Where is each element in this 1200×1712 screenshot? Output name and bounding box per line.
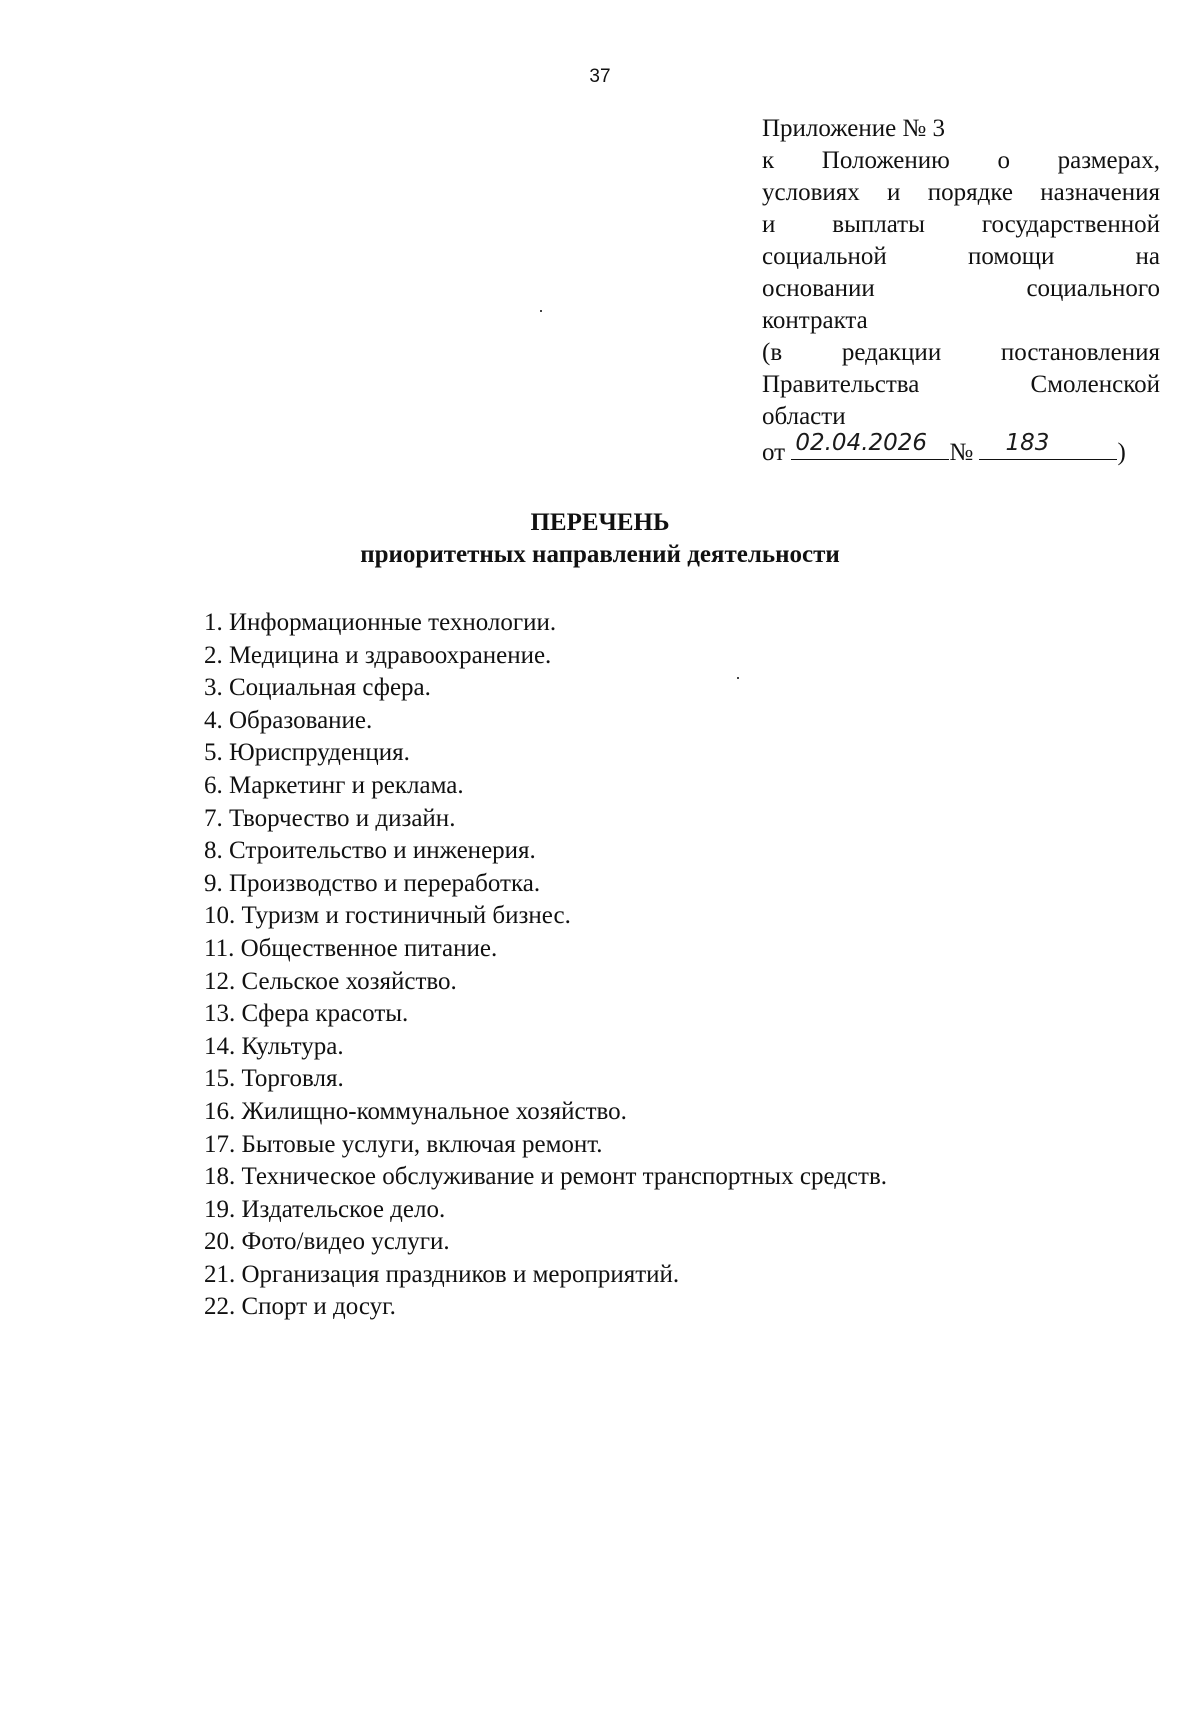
appendix-word: постановления — [1000, 339, 1160, 366]
list-item: 21. Организация праздников и мероприятий. — [204, 1260, 680, 1288]
appendix-line-5 — [762, 241, 1160, 273]
appendix-word: размерах, — [1057, 147, 1160, 174]
appendix-word: назначения — [1040, 179, 1160, 206]
handwritten-date: 02.04.2026 — [795, 430, 928, 456]
resolution-date-line — [762, 430, 1160, 469]
list-item: 1. Информационные технологии. — [204, 609, 557, 636]
list-item: 7. Творчество и дизайн. — [204, 804, 456, 832]
appendix-title: Приложение № 3 — [762, 115, 946, 142]
appendix-word: (в — [762, 339, 783, 366]
appendix-line-3 — [762, 177, 1160, 209]
appendix-line-8 — [762, 337, 1160, 369]
list-item: 20. Фото/видео услуги. — [204, 1228, 450, 1256]
appendix-line-7: контракта — [762, 307, 868, 334]
list-item: 10. Туризм и гостиничный бизнес. — [204, 902, 571, 930]
list-item: 18. Техническое обслуживание и ремонт транспортных средств. — [204, 1163, 888, 1191]
date-prefix: от — [762, 439, 786, 466]
appendix-word: выплаты — [832, 211, 925, 238]
list-item: 8. Строительство и инженерия. — [204, 837, 536, 865]
appendix-word: порядке — [927, 179, 1013, 206]
list-item: 17. Бытовые услуги, включая ремонт. — [204, 1130, 603, 1158]
close-paren: ) — [1117, 439, 1126, 466]
list-item: 19. Издательское дело. — [204, 1195, 446, 1223]
list-item: 13. Сфера красоты. — [204, 1000, 409, 1028]
appendix-word: социальной — [762, 243, 887, 270]
scan-speck — [540, 310, 542, 312]
appendix-word: условиях — [762, 179, 860, 206]
title-subtitle: приоритетных направлений деятельности — [360, 541, 840, 568]
appendix-word: Смоленской — [1030, 371, 1160, 398]
list-item: 14. Культура. — [204, 1032, 344, 1060]
list-item: 6. Маркетинг и реклама. — [204, 771, 464, 799]
list-item: 11. Общественное питание. — [204, 934, 498, 962]
list-item: 4. Образование. — [204, 706, 373, 734]
appendix-line-6 — [762, 273, 1160, 305]
appendix-word: к — [762, 147, 775, 174]
appendix-word: и — [762, 211, 776, 238]
appendix-header — [762, 113, 1160, 469]
document-title — [0, 507, 1200, 571]
list-item: 3. Социальная сфера. — [204, 674, 431, 702]
appendix-word: на — [1135, 243, 1160, 270]
directions-list — [204, 607, 887, 1324]
scan-speck — [737, 677, 739, 679]
appendix-word: и — [887, 179, 901, 206]
list-item: 9. Производство и переработка. — [204, 869, 541, 897]
page-number: 37 — [589, 66, 611, 87]
appendix-word: Правительства — [762, 371, 920, 398]
appendix-word: помощи — [967, 243, 1055, 270]
appendix-word: основании — [762, 275, 875, 302]
appendix-word: редакции — [841, 339, 942, 366]
title-main: ПЕРЕЧЕНЬ — [530, 509, 670, 536]
appendix-line-10: области — [762, 403, 846, 430]
list-item: 15. Торговля. — [204, 1065, 344, 1093]
list-item: 12. Сельское хозяйство. — [204, 967, 457, 995]
list-item: 16. Жилищно-коммунальное хозяйство. — [204, 1097, 627, 1125]
appendix-word: государственной — [981, 211, 1160, 238]
appendix-word: Положению — [821, 147, 950, 174]
appendix-line-4 — [762, 209, 1160, 241]
number-blank — [979, 430, 1117, 460]
appendix-word: о — [997, 147, 1010, 174]
appendix-word: социального — [1026, 275, 1160, 302]
list-item: 22. Спорт и досуг. — [204, 1293, 396, 1321]
date-blank — [791, 430, 949, 460]
handwritten-number: 183 — [1005, 430, 1050, 456]
number-sign: № — [949, 439, 974, 466]
appendix-line-9 — [762, 369, 1160, 401]
appendix-line-2 — [762, 145, 1160, 177]
list-item: 5. Юриспруденция. — [204, 739, 410, 767]
list-item: 2. Медицина и здравоохранение. — [204, 641, 552, 669]
